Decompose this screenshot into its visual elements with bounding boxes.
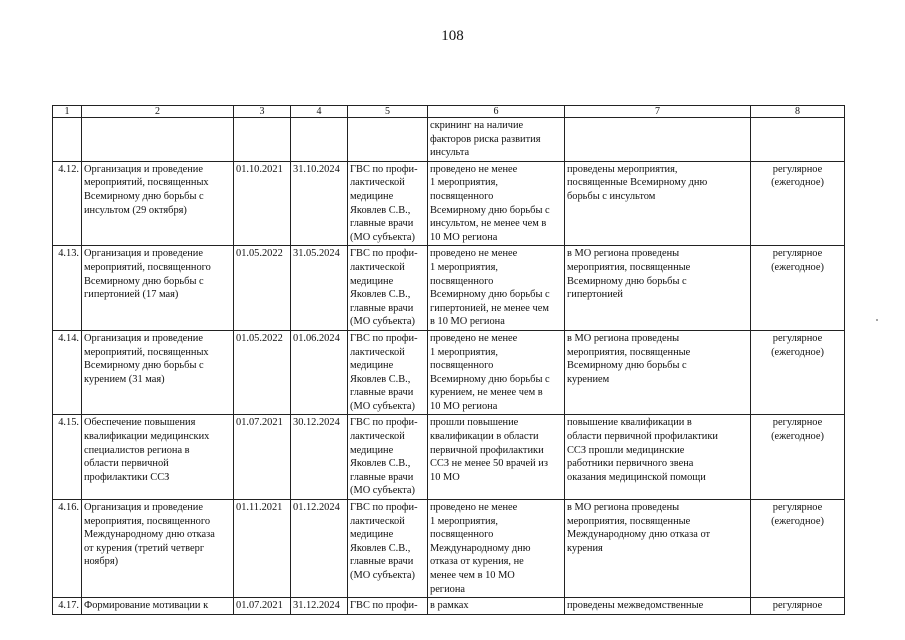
cell-indicator: прошли повышение квалификации в области первичной профилактики ССЗ не менее 50 врачей из 10 МО	[428, 415, 565, 500]
cell-result: проведены межведомственные	[565, 598, 751, 615]
table-row	[53, 415, 845, 500]
column-number-4: 4	[291, 106, 348, 118]
cell-empty	[234, 118, 291, 162]
scan-speck	[876, 319, 878, 321]
cell-frequency: регулярное (ежегодное)	[751, 330, 845, 415]
cell-event-name: Обеспечение повышения квалификации медицинских специалистов региона в области первичной профилактики ССЗ	[82, 415, 234, 500]
cell-empty	[53, 118, 82, 162]
cell-start-date: 01.07.2021	[234, 415, 291, 500]
column-number-3: 3	[234, 106, 291, 118]
cell-event-name: Организация и проведение мероприятий, посвященных Всемирному дню борьбы с курением (31 мая)	[82, 330, 234, 415]
cell-event-name: Формирование мотивации к	[82, 598, 234, 615]
cell-start-date: 01.05.2022	[234, 330, 291, 415]
cell-result: в МО региона проведены мероприятия, посвященные Международному дню отказа от курения	[565, 500, 751, 598]
cell-end-date: 01.06.2024	[291, 330, 348, 415]
cell-item-number: 4.12.	[53, 161, 82, 246]
cell-event-name: Организация и проведение мероприятий, посвященных Всемирному дню борьбы с инсультом (29 октября)	[82, 161, 234, 246]
cell-item-number: 4.13.	[53, 246, 82, 331]
cell-result: повышение квалификации в области первичной профилактики ССЗ прошли медицинские работники первичного звена оказания медицинской помощи	[565, 415, 751, 500]
cell-start-date: 01.11.2021	[234, 500, 291, 598]
table-row	[53, 330, 845, 415]
cell-indicator: проведено не менее 1 мероприятия, посвященного Международному дню отказа от курения, не менее чем в 10 МО региона	[428, 500, 565, 598]
cell-end-date: 01.12.2024	[291, 500, 348, 598]
cell-responsible: ГВС по профи-	[348, 598, 428, 615]
cell-end-date: 30.12.2024	[291, 415, 348, 500]
cell-item-number: 4.17.	[53, 598, 82, 615]
cell-frequency: регулярное (ежегодное)	[751, 500, 845, 598]
table-row	[53, 500, 845, 598]
cell-responsible: ГВС по профи- лактической медицине Яковлев С.В., главные врачи (МО субъекта)	[348, 330, 428, 415]
table-row	[53, 598, 845, 615]
column-number-1: 1	[53, 106, 82, 118]
cell-empty	[565, 118, 751, 162]
cell-end-date: 31.10.2024	[291, 161, 348, 246]
cell-frequency: регулярное	[751, 598, 845, 615]
column-number-2: 2	[82, 106, 234, 118]
cell-responsible: ГВС по профи- лактической медицине Яковлев С.В., главные врачи (МО субъекта)	[348, 246, 428, 331]
cell-empty	[82, 118, 234, 162]
cell-empty	[751, 118, 845, 162]
cell-responsible: ГВС по профи- лактической медицине Яковлев С.В., главные врачи (МО субъекта)	[348, 161, 428, 246]
cell-indicator: в рамках	[428, 598, 565, 615]
cell-responsible: ГВС по профи- лактической медицине Яковлев С.В., главные врачи (МО субъекта)	[348, 415, 428, 500]
cell-start-date: 01.05.2022	[234, 246, 291, 331]
table-header-row	[53, 106, 845, 118]
table-row	[53, 246, 845, 331]
page-number: 108	[441, 28, 464, 44]
cell-item-number: 4.14.	[53, 330, 82, 415]
cell-empty	[348, 118, 428, 162]
cell-frequency: регулярное (ежегодное)	[751, 161, 845, 246]
cell-start-date: 01.07.2021	[234, 598, 291, 615]
cell-indicator: проведено не менее 1 мероприятия, посвященного Всемирному дню борьбы с гипертонией, не менее чем в 10 МО региона	[428, 246, 565, 331]
cell-result: в МО региона проведены мероприятия, посвященные Всемирному дню борьбы с курением	[565, 330, 751, 415]
cell-end-date: 31.05.2024	[291, 246, 348, 331]
cell-event-name: Организация и проведение мероприятий, посвященного Всемирному дню борьбы с гипертонией (17 мая)	[82, 246, 234, 331]
cell-event-name: Организация и проведение мероприятия, посвященного Международному дню отказа от курения (третий четверг ноября)	[82, 500, 234, 598]
cell-item-number: 4.15.	[53, 415, 82, 500]
cell-result: проведены мероприятия, посвященные Всемирному дню борьбы с инсультом	[565, 161, 751, 246]
cell-indicator: проведено не менее 1 мероприятия, посвященного Всемирному дню борьбы с инсультом, не менее чем в 10 МО региона	[428, 161, 565, 246]
table-row	[53, 161, 845, 246]
cell-frequency: регулярное (ежегодное)	[751, 246, 845, 331]
continuation-row	[53, 118, 845, 162]
column-number-8: 8	[751, 106, 845, 118]
cell-start-date: 01.10.2021	[234, 161, 291, 246]
column-number-5: 5	[348, 106, 428, 118]
cell-result: в МО региона проведены мероприятия, посвященные Всемирному дню борьбы с гипертонией	[565, 246, 751, 331]
cell-indicator: проведено не менее 1 мероприятия, посвященного Всемирному дню борьбы с курением, не менее чем в 10 МО региона	[428, 330, 565, 415]
column-number-6: 6	[428, 106, 565, 118]
cell-empty	[291, 118, 348, 162]
cell-responsible: ГВС по профи- лактической медицине Яковлев С.В., главные врачи (МО субъекта)	[348, 500, 428, 598]
cell-end-date: 31.12.2024	[291, 598, 348, 615]
cell-frequency: регулярное (ежегодное)	[751, 415, 845, 500]
cell-item-number: 4.16.	[53, 500, 82, 598]
column-number-7: 7	[565, 106, 751, 118]
cell-indicator: скрининг на наличие факторов риска развития инсульта	[428, 118, 565, 162]
activity-plan-table	[52, 105, 845, 615]
